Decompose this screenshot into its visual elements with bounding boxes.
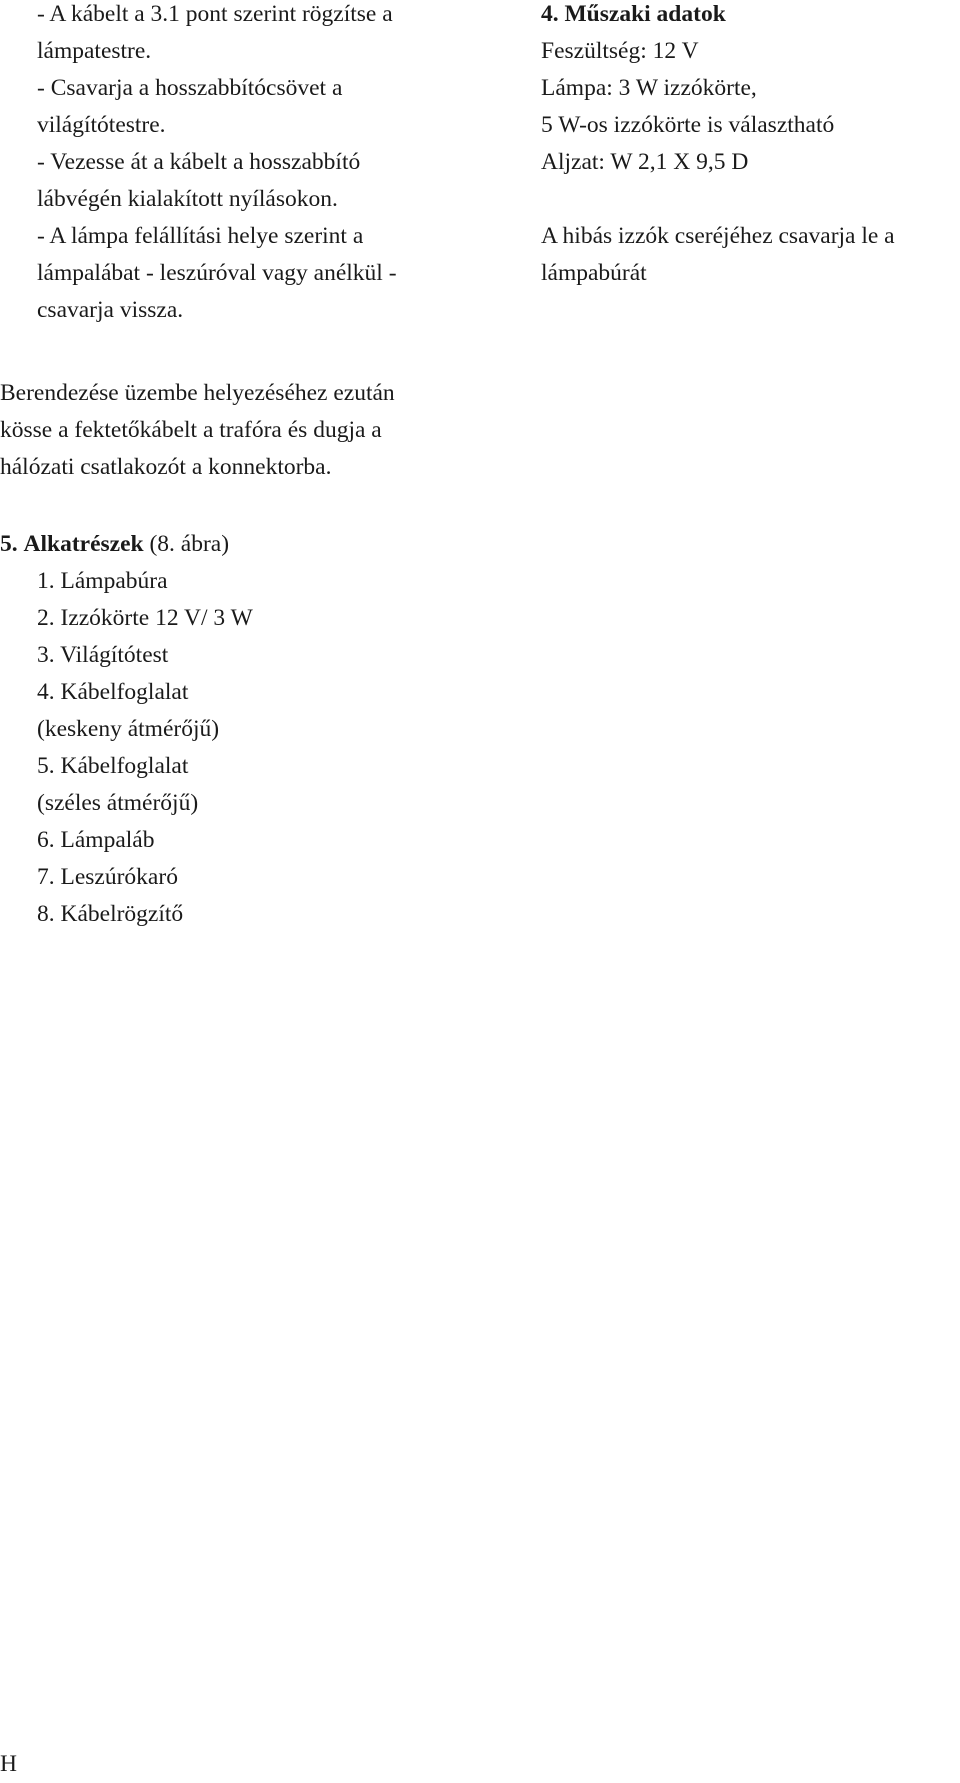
parts-heading bbox=[0, 526, 520, 563]
operation-line: hálózati csatlakozót a konnektorba. bbox=[0, 454, 332, 480]
parts-item: 4. Kábelfoglalat bbox=[37, 679, 189, 705]
technical-line: Lámpa: 3 W izzókörte, bbox=[541, 75, 757, 101]
parts-section bbox=[0, 526, 520, 933]
assembly-line: csavarja vissza. bbox=[37, 297, 184, 323]
assembly-line: - Csavarja a hosszabbítócsövet a bbox=[37, 75, 343, 101]
parts-item: 1. Lámpabúra bbox=[37, 568, 168, 594]
parts-item: 6. Lámpaláb bbox=[37, 827, 155, 853]
parts-heading-number: 5. bbox=[0, 531, 18, 557]
spacer bbox=[541, 181, 960, 218]
assembly-line: - Vezesse át a kábelt a hosszabbító bbox=[37, 149, 361, 175]
technical-heading-number: 4. bbox=[541, 1, 559, 27]
technical-line: Feszültség: 12 V bbox=[541, 38, 699, 64]
parts-item: 5. Kábelfoglalat bbox=[37, 753, 189, 779]
operation-line: kösse a fektetőkábelt a trafóra és dugja a bbox=[0, 417, 382, 443]
assembly-line: lámpalábat - leszúróval vagy anélkül - bbox=[37, 260, 397, 286]
technical-note-line: A hibás izzók cseréjéhez csavarja le a bbox=[541, 223, 895, 249]
language-marker: H bbox=[0, 1751, 17, 1777]
parts-heading-suffix: (8. ábra) bbox=[143, 531, 230, 557]
parts-item: (keskeny átmérőjű) bbox=[37, 716, 220, 742]
assembly-steps bbox=[37, 0, 477, 329]
assembly-line: - A lámpa felállítási helye szerint a bbox=[37, 223, 364, 249]
parts-item: (széles átmérőjű) bbox=[37, 790, 199, 816]
assembly-line: lámpatestre. bbox=[37, 38, 152, 64]
parts-heading-title: Alkatrészek bbox=[23, 531, 144, 557]
operation-line: Berendezése üzembe helyezéséhez ezután bbox=[0, 380, 395, 406]
technical-note-line: lámpabúrát bbox=[541, 260, 647, 286]
assembly-line: - A kábelt a 3.1 pont szerint rögzítse a bbox=[37, 1, 393, 27]
technical-heading-title: Műszaki adatok bbox=[564, 1, 726, 27]
parts-item: 2. Izzókörte 12 V/ 3 W bbox=[37, 605, 253, 631]
technical-data bbox=[541, 0, 960, 292]
technical-line: 5 W-os izzókörte is választható bbox=[541, 112, 835, 138]
assembly-line: lábvégén kialakított nyílásokon. bbox=[37, 186, 338, 212]
parts-item: 8. Kábelrögzítő bbox=[37, 901, 184, 927]
technical-line: Aljzat: W 2,1 X 9,5 D bbox=[541, 149, 749, 175]
operation-paragraph bbox=[0, 375, 520, 486]
parts-item: 7. Leszúrókaró bbox=[37, 864, 178, 890]
technical-heading bbox=[541, 0, 960, 33]
assembly-line: világítótestre. bbox=[37, 112, 166, 138]
parts-item: 3. Világítótest bbox=[37, 642, 169, 668]
